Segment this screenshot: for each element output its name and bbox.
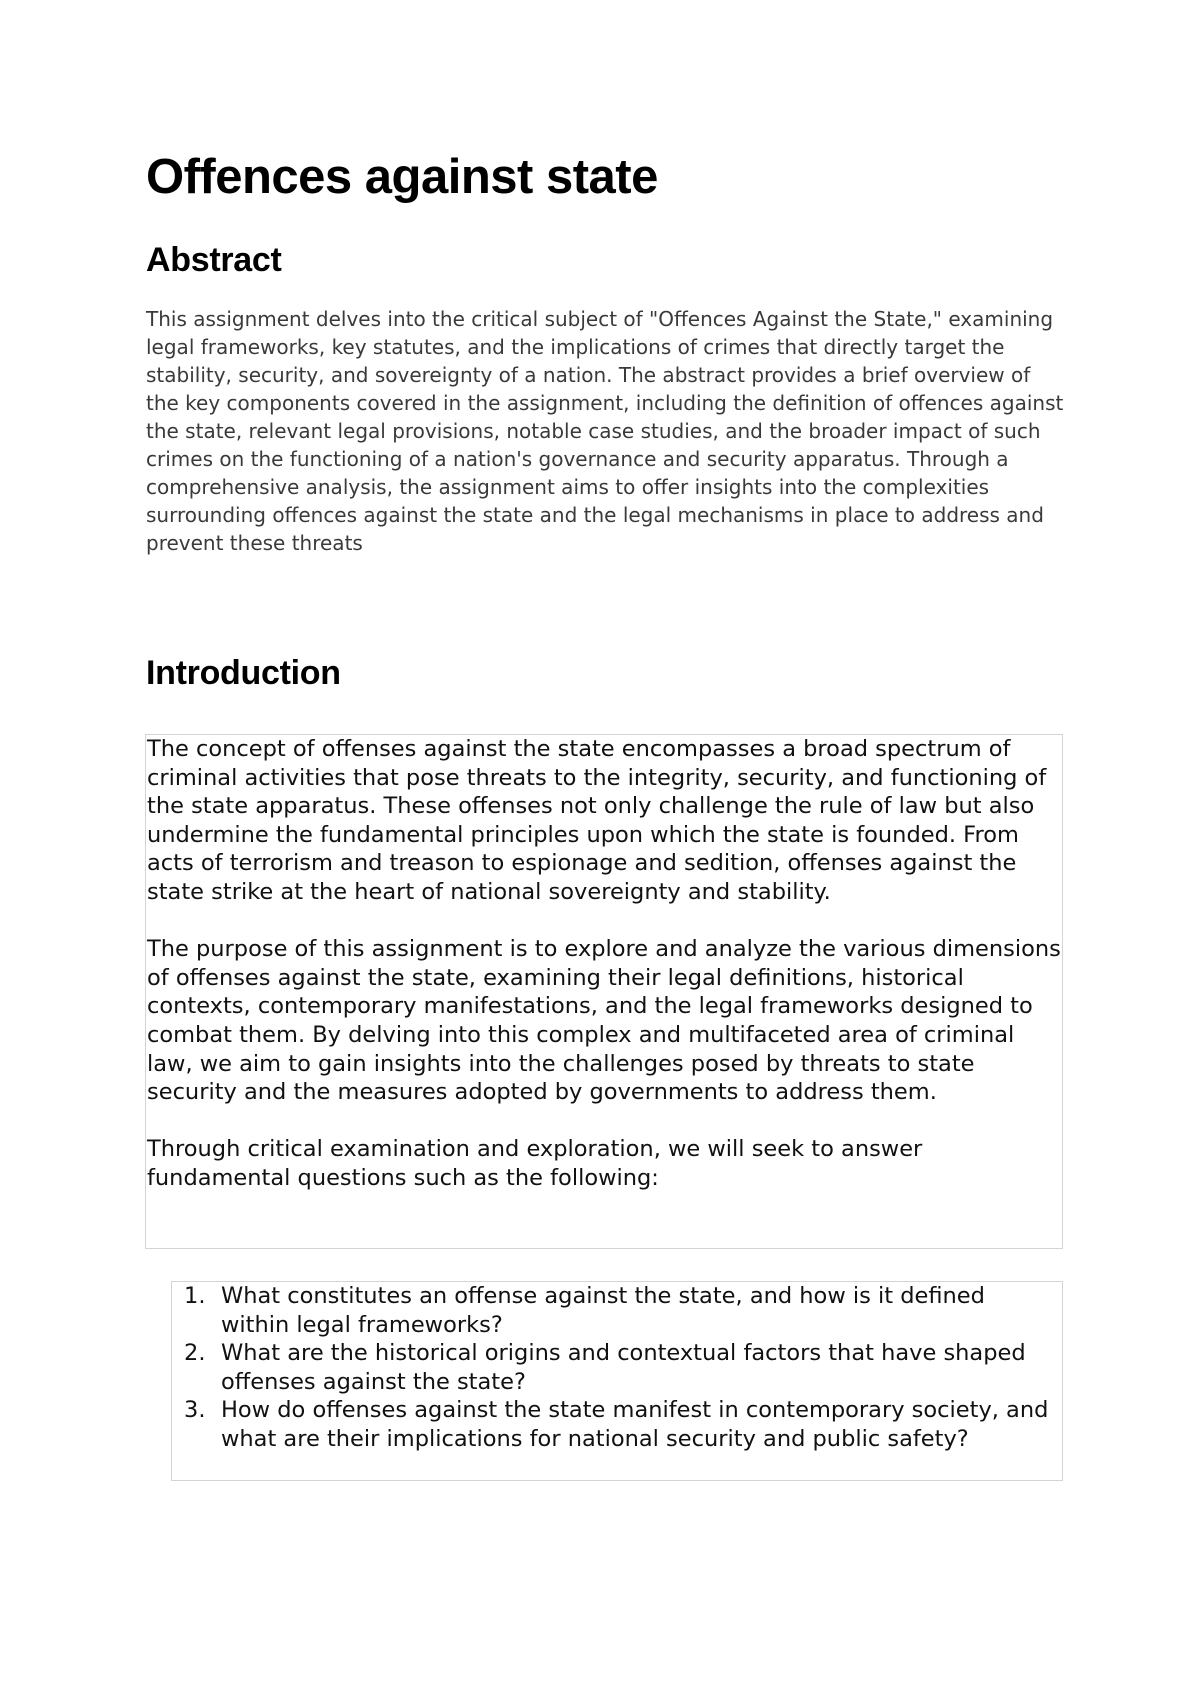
introduction-heading: Introduction (146, 654, 341, 692)
document-title: Offences against state (146, 150, 658, 204)
question-number: 3. (184, 1397, 206, 1424)
question-number: 2. (184, 1340, 206, 1367)
introduction-text-box (145, 734, 1063, 1249)
questions-list-box (171, 1281, 1063, 1481)
abstract-paragraph: This assignment delves into the critical subject of "Offences Against the State," examining legal frameworks, key statutes, and the implications of crimes that directly target the stability, security, and sovereignty of a nation. The abstract provides a brief overview of the key components covered in the assignment, including the definition of offences against the state, relevant legal provisions, notable case studies, and the broader impact of such crimes on the functioning of a nation's governance and security apparatus. Through a comprehensive analysis, the assignment aims to offer insights into the complexities surrounding offences against the state and the legal mechanisms in place to address and prevent these threats (146, 307, 1064, 555)
question-item (172, 1339, 1062, 1396)
introduction-paragraph: The concept of offenses against the state encompasses a broad spectrum of criminal activities that pose threats to the integrity, security, and functioning of the state apparatus. These offenses not only challenge the rule of law but also undermine the fundamental principles upon which the state is founded. From acts of terrorism and treason to espionage and sedition, offenses against the state strike at the heart of national sovereignty and stability. (147, 736, 1047, 905)
question-text: What are the historical origins and contextual factors that have shaped offenses against the state? (221, 1340, 1026, 1395)
questions-list (172, 1282, 1062, 1454)
introduction-paragraph: The purpose of this assignment is to explore and analyze the various dimensions of offenses against the state, examining their legal definitions, historical contexts, contemporary manifestations, and the legal frameworks designed to combat them. By delving into this complex and multifaceted area of criminal law, we aim to gain insights into the challenges posed by threats to state security and the measures adopted by governments to address them. (147, 936, 1061, 1106)
abstract-heading: Abstract (146, 241, 282, 279)
question-item (172, 1282, 1062, 1339)
question-text: How do offenses against the state manifest in contemporary society, and what are their implications for national security and public safety? (221, 1397, 1049, 1452)
question-item (172, 1396, 1062, 1453)
introduction-paragraph: Through critical examination and exploration, we will seek to answer fundamental questions such as the following: (147, 1136, 923, 1191)
question-number: 1. (184, 1283, 206, 1309)
question-text: What constitutes an offense against the state, and how is it defined within legal frameworks? (221, 1283, 985, 1338)
